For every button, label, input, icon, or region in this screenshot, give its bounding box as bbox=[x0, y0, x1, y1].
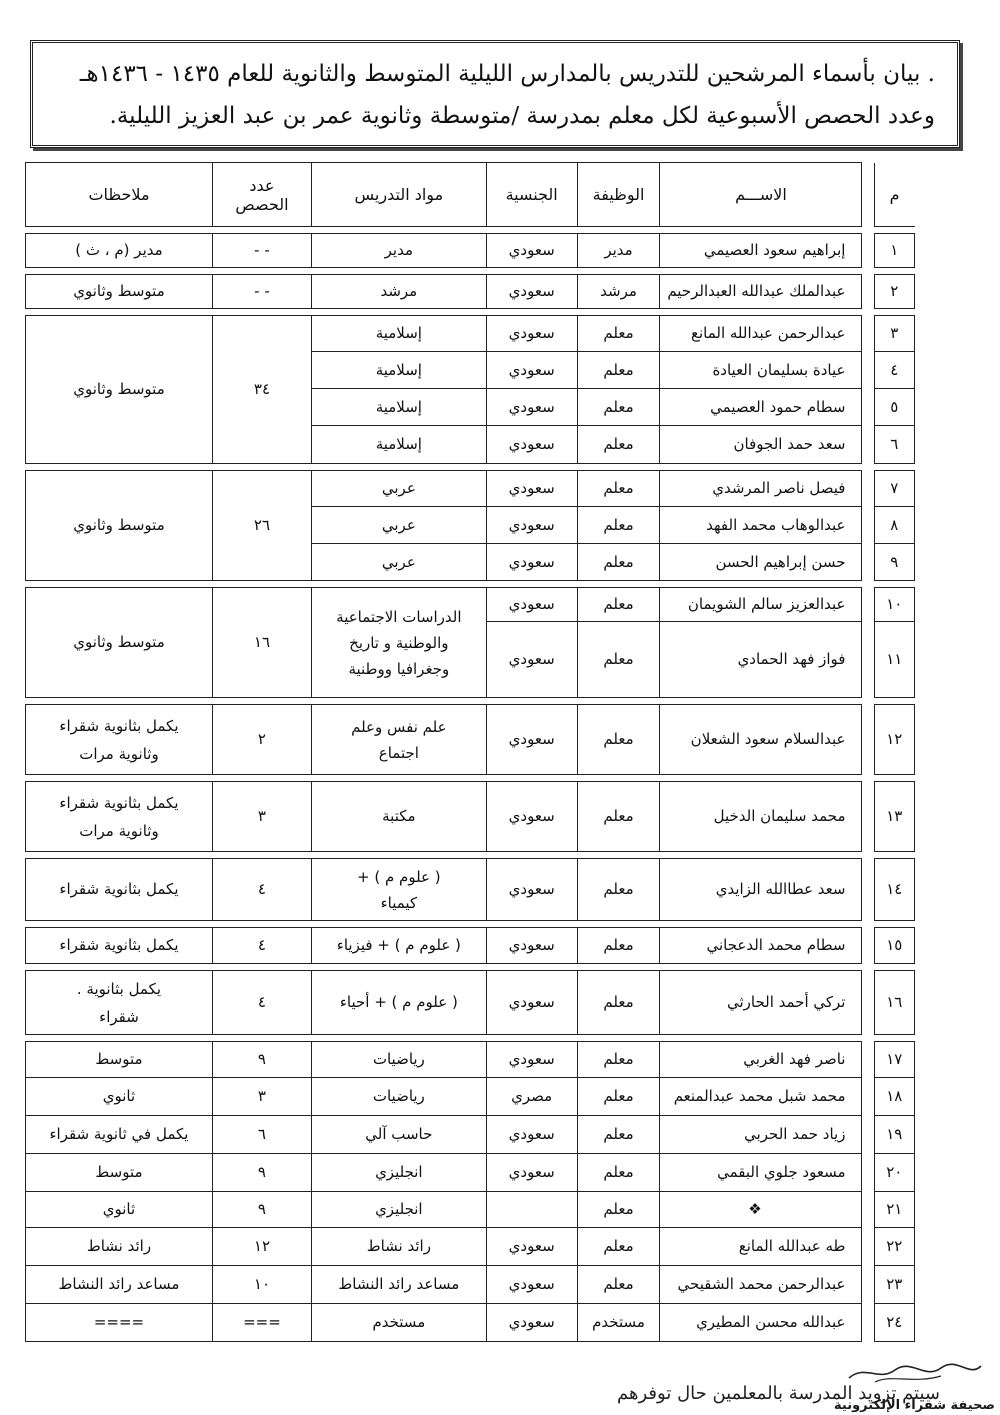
table-row bbox=[26, 275, 915, 309]
row-nationality: سعودي bbox=[486, 389, 577, 426]
row-name: طه عبدالله المانع bbox=[660, 1228, 862, 1266]
row-nationality: سعودي bbox=[486, 782, 577, 852]
row-subject-line2: اجتماع bbox=[378, 743, 419, 762]
header-job: الوظيفة bbox=[577, 163, 660, 227]
row-num: ١١ bbox=[874, 622, 914, 698]
row-notes-line1: يكمل بثانوية . bbox=[76, 979, 162, 998]
header-periods bbox=[212, 163, 311, 227]
row-periods: ٤ bbox=[212, 971, 311, 1035]
row-nationality: سعودي bbox=[486, 705, 577, 775]
row-job: معلم bbox=[577, 544, 660, 581]
row-nationality: سعودي bbox=[486, 1228, 577, 1266]
row-name: محمد سليمان الدخيل bbox=[660, 782, 862, 852]
row-subject: انجليزي bbox=[311, 1154, 486, 1192]
group-social-subject bbox=[311, 588, 486, 698]
row-num: ١٤ bbox=[874, 859, 914, 921]
row-subject bbox=[311, 705, 486, 775]
row-job: معلم bbox=[577, 1154, 660, 1192]
row-notes: مدير (م ، ث ) bbox=[26, 234, 213, 268]
row-job: معلم bbox=[577, 705, 660, 775]
row-nationality: سعودي bbox=[486, 426, 577, 464]
table-row bbox=[26, 1192, 915, 1228]
table-row bbox=[26, 782, 915, 852]
row-notes bbox=[26, 705, 213, 775]
row-nationality: سعودي bbox=[486, 352, 577, 389]
row-nationality: سعودي bbox=[486, 859, 577, 921]
row-num: ٢٣ bbox=[874, 1266, 914, 1304]
group-social-notes: متوسط وثانوي bbox=[26, 588, 213, 698]
table-row bbox=[26, 1154, 915, 1192]
row-job: مستخدم bbox=[577, 1304, 660, 1342]
row-num: ٢٢ bbox=[874, 1228, 914, 1266]
row-num: ٦ bbox=[874, 426, 914, 464]
table-row bbox=[26, 1228, 915, 1266]
row-num: ١٢ bbox=[874, 705, 914, 775]
teachers-table bbox=[25, 162, 915, 1342]
row-num: ٢٠ bbox=[874, 1154, 914, 1192]
row-num: ٩ bbox=[874, 544, 914, 581]
row-notes-line1: يكمل بثانوية شقراء bbox=[59, 793, 179, 812]
row-job: معلم bbox=[577, 1042, 660, 1078]
row-nationality bbox=[486, 1192, 577, 1228]
row-name: ❖ bbox=[660, 1192, 862, 1228]
row-nationality: سعودي bbox=[486, 275, 577, 309]
row-num: ١٦ bbox=[874, 971, 914, 1035]
table-row bbox=[26, 316, 915, 352]
row-job: مرشد bbox=[577, 275, 660, 309]
group-islamic-periods: ٣٤ bbox=[212, 316, 311, 464]
row-name: فيصل ناصر المرشدي bbox=[660, 471, 862, 507]
title-box bbox=[30, 40, 960, 148]
row-nationality: سعودي bbox=[486, 928, 577, 964]
row-subject: ( علوم م ) + أحياء bbox=[311, 971, 486, 1035]
header-name: الاســـم bbox=[660, 163, 862, 227]
row-subject-line1: ( علوم م ) + bbox=[357, 867, 441, 886]
row-num: ٨ bbox=[874, 507, 914, 544]
group-arabic-notes: متوسط وثانوي bbox=[26, 471, 213, 581]
row-notes: يكمل بثانوية شقراء bbox=[26, 928, 213, 964]
row-subject: إسلامية bbox=[311, 426, 486, 464]
row-nationality: سعودي bbox=[486, 588, 577, 622]
row-name: عبدالرحمن محمد الشقيحي bbox=[660, 1266, 862, 1304]
row-nationality: سعودي bbox=[486, 544, 577, 581]
row-num: ١٩ bbox=[874, 1116, 914, 1154]
table-row bbox=[26, 1304, 915, 1342]
title-line-2: وعدد الحصص الأسبوعية لكل معلم بمدرسة /متوسطة وثانوية عمر بن عبد العزيز الليلية. bbox=[109, 103, 935, 129]
row-nationality: سعودي bbox=[486, 507, 577, 544]
table-row bbox=[26, 1116, 915, 1154]
row-notes-line2: شقراء bbox=[99, 1007, 139, 1026]
row-num: ٢ bbox=[874, 275, 914, 309]
row-nationality: مصري bbox=[486, 1078, 577, 1116]
row-num: ٢٤ bbox=[874, 1304, 914, 1342]
row-name: فواز فهد الحمادي bbox=[660, 622, 862, 698]
row-periods: - - bbox=[212, 234, 311, 268]
group-islamic-notes: متوسط وثانوي bbox=[26, 316, 213, 464]
row-subject: عربي bbox=[311, 544, 486, 581]
row-num: ٢١ bbox=[874, 1192, 914, 1228]
row-subject: مستخدم bbox=[311, 1304, 486, 1342]
row-job: معلم bbox=[577, 426, 660, 464]
row-periods: ٤ bbox=[212, 928, 311, 964]
row-job: معلم bbox=[577, 1116, 660, 1154]
row-job: معلم bbox=[577, 928, 660, 964]
row-subject: رياضيات bbox=[311, 1078, 486, 1116]
row-subject: مرشد bbox=[311, 275, 486, 309]
row-num: ١٥ bbox=[874, 928, 914, 964]
table-row bbox=[26, 1042, 915, 1078]
row-subject bbox=[311, 859, 486, 921]
table-row bbox=[26, 1266, 915, 1304]
row-periods: ٩ bbox=[212, 1154, 311, 1192]
row-name: إبراهيم سعود العصيمي bbox=[660, 234, 862, 268]
row-periods: ٩ bbox=[212, 1042, 311, 1078]
row-periods: ٦ bbox=[212, 1116, 311, 1154]
row-num: ٥ bbox=[874, 389, 914, 426]
row-name: ناصر فهد الغربي bbox=[660, 1042, 862, 1078]
row-notes: متوسط وثانوي bbox=[26, 275, 213, 309]
row-subject-line2: كيمياء bbox=[380, 893, 418, 912]
row-notes: يكمل في ثانوية شقراء bbox=[26, 1116, 213, 1154]
row-job: معلم bbox=[577, 622, 660, 698]
group-arabic-periods: ٢٦ bbox=[212, 471, 311, 581]
row-subject: عربي bbox=[311, 471, 486, 507]
row-notes: متوسط bbox=[26, 1154, 213, 1192]
row-periods: - - bbox=[212, 275, 311, 309]
row-notes: مساعد رائد النشاط bbox=[26, 1266, 213, 1304]
row-job: معلم bbox=[577, 1228, 660, 1266]
row-subject: رياضيات bbox=[311, 1042, 486, 1078]
table-row bbox=[26, 471, 915, 507]
row-subject: رائد نشاط bbox=[311, 1228, 486, 1266]
signature-logo bbox=[845, 1360, 985, 1386]
table-row bbox=[26, 971, 915, 1035]
table-header-row bbox=[26, 163, 915, 227]
row-notes: رائد نشاط bbox=[26, 1228, 213, 1266]
row-notes bbox=[26, 782, 213, 852]
row-nationality: سعودي bbox=[486, 234, 577, 268]
row-notes: يكمل بثانوية شقراء bbox=[26, 859, 213, 921]
row-notes-line1: يكمل بثانوية شقراء bbox=[59, 716, 179, 735]
row-subject: مكتبة bbox=[311, 782, 486, 852]
row-name: عبدالوهاب محمد الفهد bbox=[660, 507, 862, 544]
row-job: معلم bbox=[577, 971, 660, 1035]
row-num: ١٨ bbox=[874, 1078, 914, 1116]
row-periods: ٣ bbox=[212, 1078, 311, 1116]
row-name: عيادة بسليمان العيادة bbox=[660, 352, 862, 389]
row-job: معلم bbox=[577, 389, 660, 426]
row-job: معلم bbox=[577, 316, 660, 352]
group-social-subject-line3: وجغرافيا ووطنية bbox=[348, 659, 450, 678]
header-periods-line2: الحصص bbox=[235, 194, 289, 214]
row-job: معلم bbox=[577, 1078, 660, 1116]
table-row bbox=[26, 1078, 915, 1116]
row-subject: عربي bbox=[311, 507, 486, 544]
group-social-subject-line2: والوطنية و تاريخ bbox=[349, 633, 449, 652]
header-num: م bbox=[874, 163, 914, 227]
row-name: سطام محمد الدعجاني bbox=[660, 928, 862, 964]
row-job: معلم bbox=[577, 782, 660, 852]
row-num: ٤ bbox=[874, 352, 914, 389]
row-name: عبدالملك عبدالله العبدالرحيم bbox=[660, 275, 862, 309]
row-notes-line2: وثانوية مرات bbox=[79, 744, 159, 763]
row-subject: انجليزي bbox=[311, 1192, 486, 1228]
watermark bbox=[835, 1360, 995, 1415]
row-job: معلم bbox=[577, 507, 660, 544]
row-name: حسن إبراهيم الحسن bbox=[660, 544, 862, 581]
row-name: عبدالعزيز سالم الشويمان bbox=[660, 588, 862, 622]
row-subject: حاسب آلي bbox=[311, 1116, 486, 1154]
row-nationality: سعودي bbox=[486, 471, 577, 507]
watermark-text: صحيفة شقراء الإلكترونية bbox=[834, 1398, 995, 1413]
row-job: معلم bbox=[577, 1266, 660, 1304]
row-periods: ٤ bbox=[212, 859, 311, 921]
row-num: ١٠ bbox=[874, 588, 914, 622]
row-name: تركي أحمد الحارثي bbox=[660, 971, 862, 1035]
row-nationality: سعودي bbox=[486, 1154, 577, 1192]
footer-note: سيتم تزويد المدرسة بالمعلمين حال توفرهم bbox=[617, 1383, 940, 1404]
row-notes-line2: وثانوية مرات bbox=[79, 821, 159, 840]
row-name: مسعود جلوي البقمي bbox=[660, 1154, 862, 1192]
row-name: سعد حمد الجوفان bbox=[660, 426, 862, 464]
row-name: عبدالسلام سعود الشعلان bbox=[660, 705, 862, 775]
row-notes bbox=[26, 971, 213, 1035]
row-subject-line1: علم نفس وعلم bbox=[351, 717, 447, 736]
row-job: معلم bbox=[577, 588, 660, 622]
row-nationality: سعودي bbox=[486, 622, 577, 698]
row-name: زياد حمد الحربي bbox=[660, 1116, 862, 1154]
row-notes: ثانوي bbox=[26, 1078, 213, 1116]
header-periods-line1: عدد bbox=[249, 175, 275, 195]
row-job: معلم bbox=[577, 859, 660, 921]
row-num: ١٣ bbox=[874, 782, 914, 852]
row-name: عبدالرحمن عبدالله المانع bbox=[660, 316, 862, 352]
row-subject: إسلامية bbox=[311, 316, 486, 352]
row-nationality: سعودي bbox=[486, 1042, 577, 1078]
table-row bbox=[26, 928, 915, 964]
row-subject: مساعد رائد النشاط bbox=[311, 1266, 486, 1304]
row-name: عبدالله محسن المطيري bbox=[660, 1304, 862, 1342]
row-nationality: سعودي bbox=[486, 971, 577, 1035]
row-num: ١٧ bbox=[874, 1042, 914, 1078]
row-nationality: سعودي bbox=[486, 316, 577, 352]
row-periods: ٩ bbox=[212, 1192, 311, 1228]
row-job: معلم bbox=[577, 471, 660, 507]
group-social-periods: ١٦ bbox=[212, 588, 311, 698]
group-social-subject-line1: الدراسات الاجتماعية bbox=[336, 607, 462, 626]
table-row bbox=[26, 588, 915, 622]
table-row bbox=[26, 859, 915, 921]
row-num: ٣ bbox=[874, 316, 914, 352]
row-job: معلم bbox=[577, 1192, 660, 1228]
row-name: سطام حمود العصيمي bbox=[660, 389, 862, 426]
row-nationality: سعودي bbox=[486, 1304, 577, 1342]
row-subject: إسلامية bbox=[311, 389, 486, 426]
row-num: ١ bbox=[874, 234, 914, 268]
row-subject: مدير bbox=[311, 234, 486, 268]
row-periods: ١٠ bbox=[212, 1266, 311, 1304]
row-periods: ٢ bbox=[212, 705, 311, 775]
row-name: محمد شبل محمد عبدالمنعم bbox=[660, 1078, 862, 1116]
row-periods: ٣ bbox=[212, 782, 311, 852]
row-subject: ( علوم م ) + فيزياء bbox=[311, 928, 486, 964]
row-subject: إسلامية bbox=[311, 352, 486, 389]
row-job: مدير bbox=[577, 234, 660, 268]
row-num: ٧ bbox=[874, 471, 914, 507]
table-row bbox=[26, 705, 915, 775]
row-periods: ١٢ bbox=[212, 1228, 311, 1266]
header-notes: ملاحظات bbox=[26, 163, 213, 227]
row-nationality: سعودي bbox=[486, 1266, 577, 1304]
row-periods: === bbox=[212, 1304, 311, 1342]
title-line-1: . بيان بأسماء المرشحين للتدريس بالمدارس الليلية المتوسط والثانوية للعام ١٤٣٥ - ١٤٣٦هـ bbox=[79, 61, 935, 87]
header-subjects: مواد التدريس bbox=[311, 163, 486, 227]
row-name: سعد عطاالله الزايدي bbox=[660, 859, 862, 921]
row-job: معلم bbox=[577, 352, 660, 389]
header-nationality: الجنسية bbox=[486, 163, 577, 227]
row-notes: متوسط bbox=[26, 1042, 213, 1078]
row-nationality: سعودي bbox=[486, 1116, 577, 1154]
table-row bbox=[26, 234, 915, 268]
row-notes: ==== bbox=[26, 1304, 213, 1342]
row-notes: ثانوي bbox=[26, 1192, 213, 1228]
